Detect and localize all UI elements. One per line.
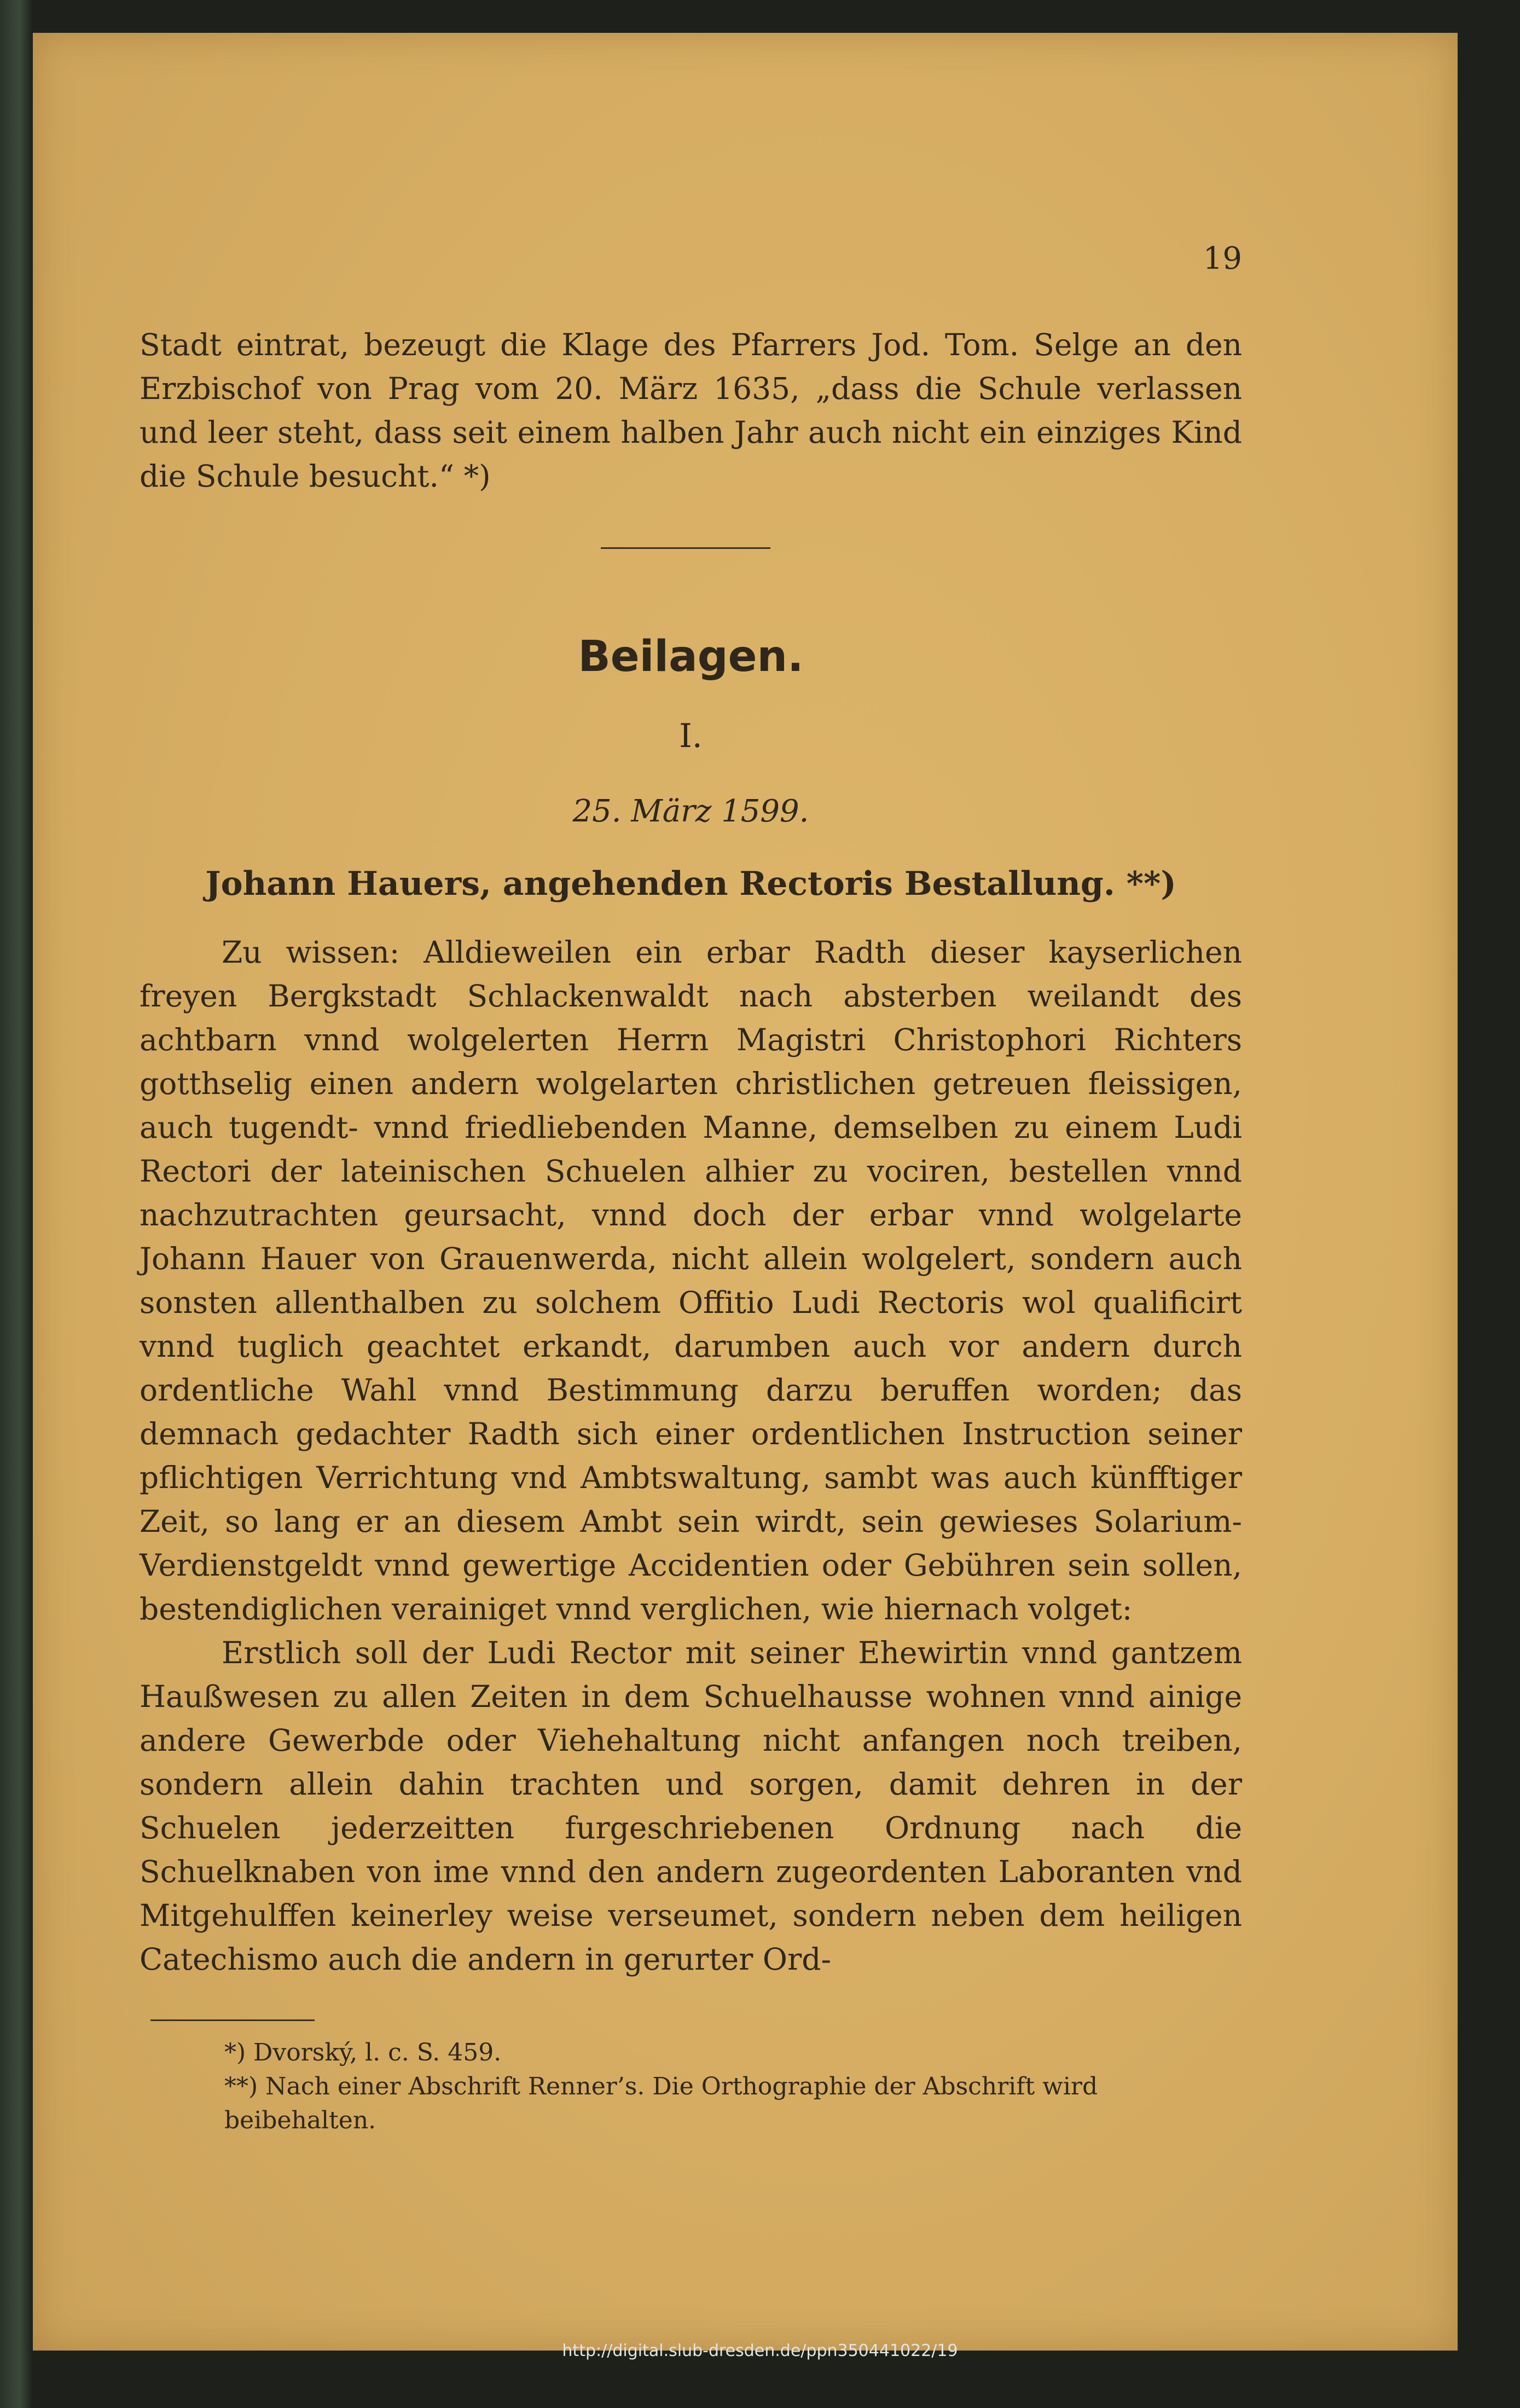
footnotes-block	[140, 2036, 1242, 2138]
body-text-block	[140, 930, 1242, 1981]
section-divider-rule	[601, 547, 770, 549]
document-date: 25. März 1599.	[572, 794, 809, 829]
intro-paragraph: Stadt eintrat, bezeugt die Klage des Pfarrers Jod. Tom. Selge an den Erzbischof von Prag vom 20. März 1635, „dass die Schule verlassen und leer steht, dass seit einem halben Jahr auch nicht ein einziges Kind die Schule besucht.“ *)	[140, 327, 1242, 494]
footnote: **) Nach einer Abschrift Renner’s. Die Orthographie der Abschrift wird beibehalten.	[224, 2073, 1098, 2134]
footnote: *) Dvorský, l. c. S. 459.	[224, 2039, 502, 2067]
footnote-divider-rule	[150, 2019, 315, 2021]
body-paragraph: Zu wissen: Alldieweilen ein erbar Radth dieser kayserlichen freyen Bergkstadt Schlackenwaldt nach absterben weilandt des achtbarn vnnd wolgelerten Herrn Magistri Christophori Richters gotthselig einen andern wolgelarten christlichen getreuen fleissigen, auch tugendt- vnnd friedliebenden Manne, demselben zu einem Ludi Rectori der lateinischen Schuelen alhier zu vociren, bestellen vnnd nachzutrachten geursacht, vnnd doch der erbar vnnd wolgelarte Johann Hauer von Grauenwerda, nicht allein wolgelert, sondern auch sonsten allenthalben zu solchem Offitio Ludi Rectoris wol qualificirt vnnd tuglich geachtet erkandt, darumben auch vor andern durch ordentliche Wahl vnnd Bestimmung darzu beruffen worden; das demnach gedachter Radth sich einer ordentlichen Instruction seiner pflichtigen Verrichtung vnd Ambtswaltung, sambt was auch künfftiger Zeit, so lang er an diesem Ambt sein wirdt, sein gewieses Solarium-Verdienstgeldt vnnd gewertige Accidentien oder Gebühren sein sollen, bestendiglichen verainiget vnnd verglichen, wie hiernach volget:	[140, 935, 1242, 1626]
book-binding-edge	[0, 0, 33, 2408]
intro-paragraph-block	[140, 323, 1242, 498]
section-title: Beilagen.	[578, 632, 804, 681]
page-number: 19	[1203, 241, 1242, 276]
body-paragraph: Erstlich soll der Ludi Rector mit seiner Ehewirtin vnnd gantzem Haußwesen zu allen Zeiten in dem Schuelhausse wohnen vnnd ainige andere Gewerbde oder Viehehaltung nicht anfangen noch treiben, sondern allein dahin trachten und sorgen, damit dehren in der Schuelen jederzeitten furgeschriebenen Ordnung nach die Schuelknaben von ime vnnd den andern zugeordenten Laboranten vnd Mitgehulffen keinerley weise verseumet, sondern neben dem heiligen Catechismo auch die andern in gerurter Ord-	[140, 1635, 1242, 1977]
section-number: I.	[679, 717, 703, 755]
source-url-link[interactable]: http://digital.slub-dresden.de/ppn350441022/19	[562, 2341, 958, 2360]
document-title: Johann Hauers, angehenden Rectoris Bestallung. **)	[205, 865, 1176, 903]
